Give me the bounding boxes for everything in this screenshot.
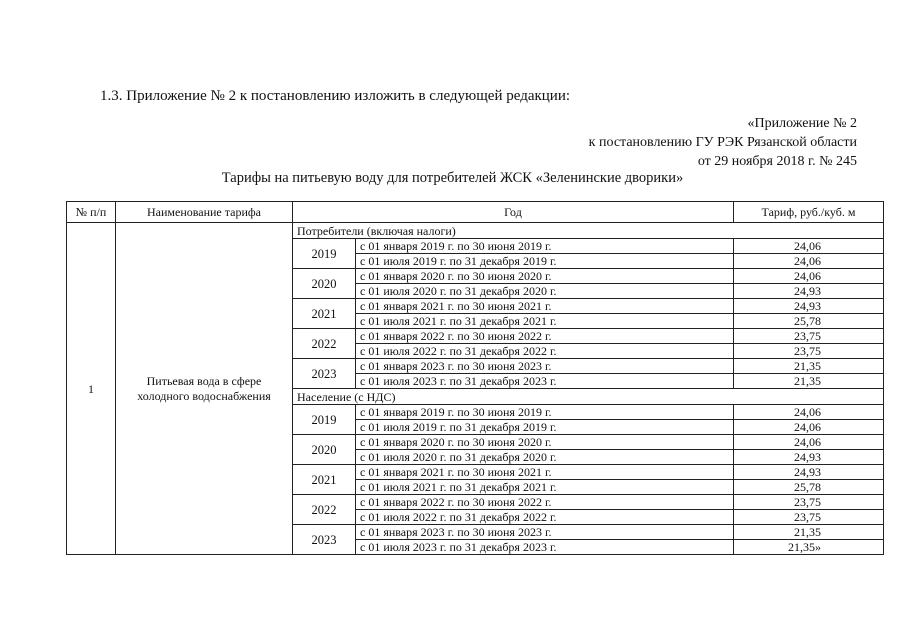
period-cell: с 01 января 2020 г. по 30 июня 2020 г. <box>356 435 734 450</box>
period-cell: с 01 июля 2021 г. по 31 декабря 2021 г. <box>356 314 734 329</box>
period-cell: с 01 января 2023 г. по 30 июня 2023 г. <box>356 359 734 374</box>
year-cell: 2021 <box>293 299 356 329</box>
tariff-value-cell: 24,06 <box>734 239 884 254</box>
tariff-value-cell: 23,75 <box>734 495 884 510</box>
period-cell: с 01 июля 2022 г. по 31 декабря 2022 г. <box>356 344 734 359</box>
tariff-value-cell: 25,78 <box>734 480 884 495</box>
group-label: Потребители (включая налоги) <box>293 223 884 239</box>
year-cell: 2021 <box>293 465 356 495</box>
tariff-value-cell: 24,06 <box>734 435 884 450</box>
period-cell: с 01 июля 2023 г. по 31 декабря 2023 г. <box>356 540 734 555</box>
year-cell: 2023 <box>293 525 356 555</box>
tariff-value-cell: 24,93 <box>734 284 884 299</box>
tariff-name: Питьевая вода в сфере холодного водоснабжения <box>116 223 293 555</box>
tariff-value-cell: 23,75 <box>734 329 884 344</box>
period-cell: с 01 января 2021 г. по 30 июня 2021 г. <box>356 299 734 314</box>
year-cell: 2020 <box>293 435 356 465</box>
period-cell: с 01 июля 2023 г. по 31 декабря 2023 г. <box>356 374 734 389</box>
period-cell: с 01 января 2019 г. по 30 июня 2019 г. <box>356 239 734 254</box>
appendix-heading <box>589 114 857 171</box>
period-cell: с 01 января 2020 г. по 30 июня 2020 г. <box>356 269 734 284</box>
year-cell: 2022 <box>293 495 356 525</box>
appendix-line-1: «Приложение № 2 <box>747 116 857 131</box>
tariff-value-cell: 24,06 <box>734 420 884 435</box>
tariff-value-cell: 24,06 <box>734 269 884 284</box>
group-label: Население (с НДС) <box>293 389 884 405</box>
tariff-table <box>66 201 884 555</box>
tariff-value-cell: 21,35 <box>734 525 884 540</box>
tariff-value-cell: 21,35 <box>734 374 884 389</box>
year-cell: 2020 <box>293 269 356 299</box>
table-header-row <box>67 202 884 223</box>
year-cell: 2023 <box>293 359 356 389</box>
tariff-value-cell: 23,75 <box>734 344 884 359</box>
period-cell: с 01 января 2021 г. по 30 июня 2021 г. <box>356 465 734 480</box>
year-cell: 2022 <box>293 329 356 359</box>
period-cell: с 01 января 2023 г. по 30 июня 2023 г. <box>356 525 734 540</box>
tariff-value-cell: 24,93 <box>734 450 884 465</box>
year-cell: 2019 <box>293 239 356 269</box>
document-title: Тарифы на питьевую воду для потребителей ЖСК «Зеленинские дворики» <box>221 170 684 186</box>
period-cell: с 01 июля 2021 г. по 31 декабря 2021 г. <box>356 480 734 495</box>
year-cell: 2019 <box>293 405 356 435</box>
tariff-value-cell: 24,06 <box>734 405 884 420</box>
row-number: 1 <box>67 223 116 555</box>
intro-paragraph: 1.3. Приложение № 2 к постановлению изложить в следующей редакции: <box>100 88 571 104</box>
header-tariff-value: Тариф, руб./куб. м <box>734 202 884 223</box>
period-cell: с 01 июля 2019 г. по 31 декабря 2019 г. <box>356 420 734 435</box>
appendix-line-3: от 29 ноября 2018 г. № 245 <box>697 154 857 169</box>
tariff-value-cell: 21,35» <box>734 540 884 555</box>
period-cell: с 01 июля 2020 г. по 31 декабря 2020 г. <box>356 284 734 299</box>
tariff-value-cell: 25,78 <box>734 314 884 329</box>
period-cell: с 01 января 2019 г. по 30 июня 2019 г. <box>356 405 734 420</box>
tariff-value-cell: 24,93 <box>734 465 884 480</box>
tariff-value-cell: 24,93 <box>734 299 884 314</box>
header-number: № п/п <box>67 202 116 223</box>
tariff-value-cell: 23,75 <box>734 510 884 525</box>
period-cell: с 01 января 2022 г. по 30 июня 2022 г. <box>356 495 734 510</box>
period-cell: с 01 июля 2019 г. по 31 декабря 2019 г. <box>356 254 734 269</box>
header-year: Год <box>293 202 734 223</box>
tariff-value-cell: 24,06 <box>734 254 884 269</box>
period-cell: с 01 июля 2020 г. по 31 декабря 2020 г. <box>356 450 734 465</box>
appendix-line-2: к постановлению ГУ РЭК Рязанской области <box>588 135 857 150</box>
group-row <box>67 223 884 239</box>
tariff-value-cell: 21,35 <box>734 359 884 374</box>
header-tariff-name: Наименование тарифа <box>116 202 293 223</box>
period-cell: с 01 июля 2022 г. по 31 декабря 2022 г. <box>356 510 734 525</box>
period-cell: с 01 января 2022 г. по 30 июня 2022 г. <box>356 329 734 344</box>
table-body <box>67 223 884 555</box>
